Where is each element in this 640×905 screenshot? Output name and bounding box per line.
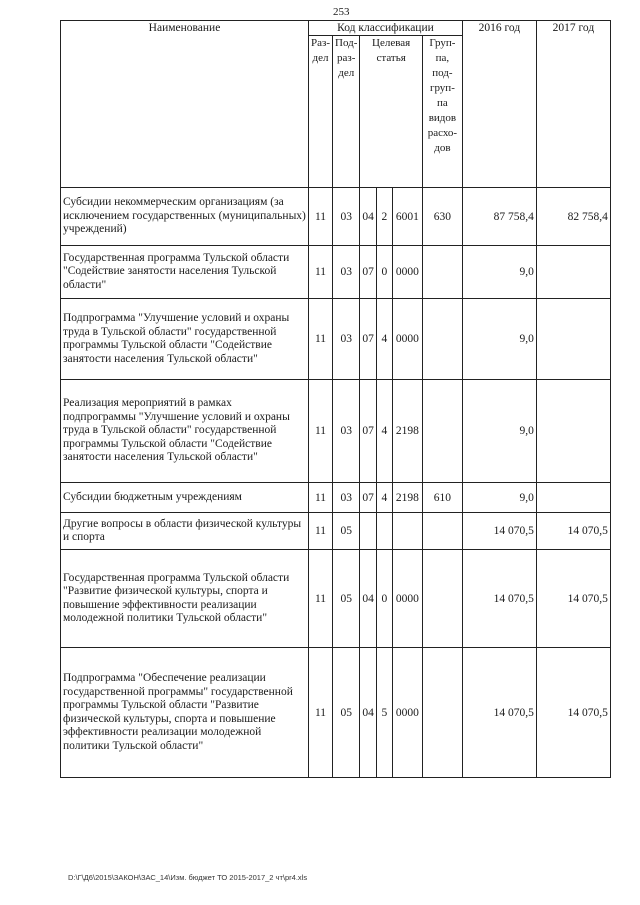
row-subsection: 05 (333, 513, 360, 550)
row-value-2017 (536, 299, 610, 380)
row-subsection: 03 (333, 299, 360, 380)
row-name: Субсидии некоммерческим организациям (за исключением государственных (муниципальных) учреждений) (61, 188, 309, 246)
row-expense-group: 630 (422, 188, 462, 246)
row-article-program: 07 (360, 246, 377, 299)
row-article-subprogram: 4 (376, 299, 392, 380)
row-article-direction: 2198 (392, 380, 422, 483)
row-expense-group (422, 246, 462, 299)
row-section: 11 (309, 550, 333, 648)
header-classification: Код классификации (309, 21, 463, 36)
row-article-direction: 0000 (392, 648, 422, 778)
row-article-subprogram: 4 (376, 483, 392, 513)
table-row (61, 380, 611, 483)
row-expense-group (422, 380, 462, 483)
row-article-direction: 6001 (392, 188, 422, 246)
row-section: 11 (309, 513, 333, 550)
budget-table (60, 20, 611, 778)
row-subsection: 03 (333, 188, 360, 246)
header-name: Наименование (61, 21, 309, 188)
row-article-program: 04 (360, 550, 377, 648)
row-name: Подпрограмма "Улучшение условий и охраны труда в Тульской области" государственной программы Тульской области "Содействие занятости населения Тульской области" (61, 299, 309, 380)
header-target-article: Целевая статья (360, 36, 423, 188)
row-value-2017: 82 758,4 (536, 188, 610, 246)
row-expense-group (422, 299, 462, 380)
row-value-2016: 9,0 (462, 483, 536, 513)
header-year-2016: 2016 год (462, 21, 536, 188)
row-value-2016: 9,0 (462, 246, 536, 299)
row-section: 11 (309, 483, 333, 513)
row-subsection: 03 (333, 380, 360, 483)
row-subsection: 05 (333, 648, 360, 778)
row-article-direction (392, 513, 422, 550)
row-name: Реализация мероприятий в рамках подпрограммы "Улучшение условий и охраны труда в Тульской области" государственной программы Тульской области "Содействие занятости населения Тульской области" (61, 380, 309, 483)
row-article-program: 04 (360, 188, 377, 246)
table-row (61, 299, 611, 380)
table-row (61, 513, 611, 550)
row-value-2017: 14 070,5 (536, 550, 610, 648)
footer-file-path: D:\Г\Д6\2015\ЗАКОН\ЗАС_14\Изм. бюджет ТО 2015-2017_2 чт\pr4.xls (68, 873, 308, 882)
header-year-2017: 2017 год (536, 21, 610, 188)
row-article-subprogram: 5 (376, 648, 392, 778)
table-row (61, 550, 611, 648)
row-value-2017 (536, 483, 610, 513)
row-article-direction: 0000 (392, 299, 422, 380)
row-section: 11 (309, 380, 333, 483)
row-value-2016: 87 758,4 (462, 188, 536, 246)
row-value-2017: 14 070,5 (536, 648, 610, 778)
row-subsection: 05 (333, 550, 360, 648)
row-value-2017: 14 070,5 (536, 513, 610, 550)
row-expense-group: 610 (422, 483, 462, 513)
row-article-program: 07 (360, 299, 377, 380)
table-row (61, 188, 611, 246)
row-value-2016: 14 070,5 (462, 648, 536, 778)
row-article-subprogram: 0 (376, 246, 392, 299)
header-expense-group: Груп- па, под- груп- па видов расхо- дов (422, 36, 462, 188)
row-article-subprogram: 0 (376, 550, 392, 648)
row-section: 11 (309, 246, 333, 299)
row-value-2017 (536, 246, 610, 299)
table-row (61, 246, 611, 299)
row-name: Подпрограмма "Обеспечение реализации государственной программы" государственной программы Тульской области "Развитие физической культуры, спорта и повышение эффективности реализации молодежной политики Тульской области" (61, 648, 309, 778)
row-expense-group (422, 648, 462, 778)
row-section: 11 (309, 299, 333, 380)
row-article-program: 04 (360, 648, 377, 778)
row-value-2016: 9,0 (462, 299, 536, 380)
row-article-direction: 0000 (392, 550, 422, 648)
row-value-2016: 14 070,5 (462, 513, 536, 550)
row-subsection: 03 (333, 246, 360, 299)
row-section: 11 (309, 648, 333, 778)
row-value-2017 (536, 380, 610, 483)
page-number: 253 (333, 6, 350, 18)
row-article-direction: 2198 (392, 483, 422, 513)
row-expense-group (422, 513, 462, 550)
row-article-direction: 0000 (392, 246, 422, 299)
row-article-program (360, 513, 377, 550)
header-subsection: Под- раз- дел (333, 36, 360, 188)
row-article-subprogram (376, 513, 392, 550)
row-subsection: 03 (333, 483, 360, 513)
row-name: Субсидии бюджетным учреждениям (61, 483, 309, 513)
row-expense-group (422, 550, 462, 648)
row-article-program: 07 (360, 483, 377, 513)
row-article-program: 07 (360, 380, 377, 483)
row-name: Другие вопросы в области физической культуры и спорта (61, 513, 309, 550)
header-section: Раз- дел (309, 36, 333, 188)
table-row (61, 648, 611, 778)
row-name: Государственная программа Тульской области "Развитие физической культуры, спорта и повышение эффективности реализации молодежной политики Тульской области" (61, 550, 309, 648)
row-value-2016: 9,0 (462, 380, 536, 483)
row-section: 11 (309, 188, 333, 246)
row-article-subprogram: 2 (376, 188, 392, 246)
row-value-2016: 14 070,5 (462, 550, 536, 648)
row-name: Государственная программа Тульской области "Содействие занятости населения Тульской области" (61, 246, 309, 299)
row-article-subprogram: 4 (376, 380, 392, 483)
table-row (61, 483, 611, 513)
